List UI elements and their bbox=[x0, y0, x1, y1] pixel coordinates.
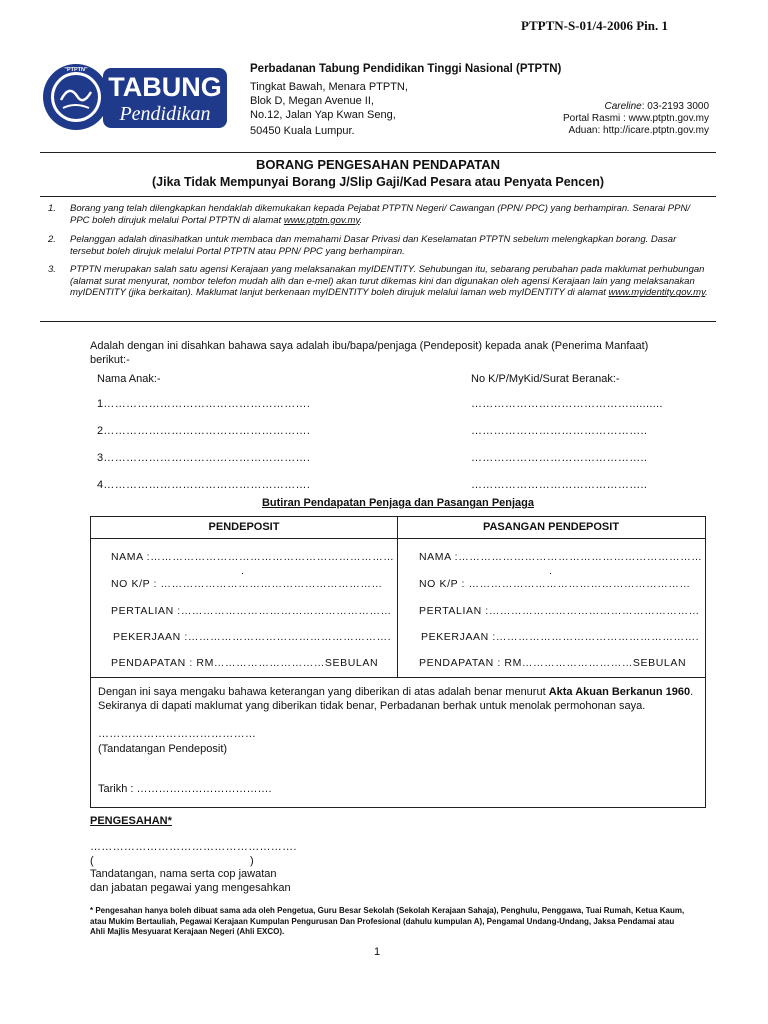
pengesahan-title: PENGESAHAN* bbox=[90, 815, 172, 827]
child-id-header: No K/P/MyKid/Surat Beranak:- bbox=[471, 373, 620, 385]
signature-line[interactable]: …………………………………… bbox=[98, 728, 257, 740]
careline-value: : 03-2193 3000 bbox=[641, 101, 709, 112]
child-row-3-name[interactable]: 3………………………………………………. bbox=[97, 452, 311, 464]
note-3 bbox=[70, 264, 710, 299]
pengesahan-sign-line[interactable]: ………………………………………………. bbox=[90, 841, 297, 853]
address-line-1: Tingkat Bawah, Menara PTPTN, bbox=[250, 81, 408, 93]
logo-word-tabung: TABUNG bbox=[108, 72, 222, 102]
note-number-2: 2. bbox=[48, 234, 56, 245]
child-row-2-name[interactable]: 2………………………………………………. bbox=[97, 425, 311, 437]
careline bbox=[604, 101, 709, 113]
pengesahan-bracket-close: ) bbox=[250, 855, 254, 867]
pengesahan-line-2: dan jabatan pegawai yang mengesahkan bbox=[90, 882, 291, 894]
col-header-pasangan: PASANGAN PENDEPOSIT bbox=[482, 521, 620, 533]
pendeposit-pendapatan[interactable]: PENDAPATAN : RM…………………………SEBULAN bbox=[111, 657, 379, 669]
ptptn-logo bbox=[41, 62, 229, 132]
date-field[interactable]: Tarikh : ………………………………. bbox=[98, 783, 272, 795]
act-name: Akta Akuan Berkanun 1960 bbox=[548, 686, 691, 698]
child-row-3-id[interactable]: ……………………………………….. bbox=[471, 452, 648, 464]
pendeposit-nama[interactable]: NAMA :………………………………………………………… bbox=[111, 551, 395, 563]
address-line-2: Blok D, Megan Avenue II, bbox=[250, 95, 374, 107]
child-row-4-id[interactable]: ……………………………………….. bbox=[471, 479, 648, 491]
form-title: BORANG PENGESAHAN PENDAPATAN bbox=[255, 157, 501, 172]
pasangan-pekerjaan[interactable]: PEKERJAAN :………………………………………………. bbox=[421, 631, 700, 643]
pendeposit-no-kp[interactable]: NO K/P : …………………………………………………… bbox=[111, 578, 383, 590]
note-1-link[interactable]: www.ptptn.gov.my bbox=[283, 214, 360, 226]
col-header-pendeposit: PENDEPOSIT bbox=[208, 521, 280, 533]
note-number-1: 1. bbox=[48, 203, 56, 214]
page-number: 1 bbox=[374, 946, 381, 958]
note-1-text: Borang yang telah dilengkapkan hendaklah dikemukakan kepada Pejabat PTPTN Negeri/ Cawangan (PPN/ PPC) yang berhampiran. Senarai PPN/ PPC boleh dirujuk melalui Portal PTPTN di alamat bbox=[70, 203, 690, 226]
child-row-1-id[interactable]: …………………………………….......... bbox=[471, 398, 663, 410]
pengesahan-line-1: Tandatangan, nama serta cop jawatan bbox=[90, 868, 277, 880]
note-3-text: PTPTN merupakan salah satu agensi Kerajaan yang melaksanakan myIDENTITY. Sehubungan itu, sebarang perubahan pada maklumat perhubungan (alamat surat menyurat, nombor telefon mudah alih dan e-mel) akan turut dikemas kini dan digunakan oleh agensi Kerajaan lain yang melaksanakan myIDENTITY (jika berkaitan). Maklumat lanjut berkenaan myIDENTITY boleh dirujuk melalui laman web myIDENTITY di alamat bbox=[70, 264, 705, 299]
statutory-statement: Dengan ini saya mengaku bahawa keterangan yang diberikan di atas adalah benar menurut Akta Akuan Berkanun 1960. Sekiranya di dapati maklumat yang diberikan tidak benar, Perbadanan berhak untuk menolak permohonan saya. bbox=[98, 686, 694, 712]
note-3-link[interactable]: www.myidentity.gov.my bbox=[608, 287, 706, 299]
form-subtitle: (Jika Tidak Mempunyai Borang J/Slip Gaji/Kad Pesara atau Penyata Pencen) bbox=[151, 175, 604, 189]
address-line-3: No.12, Jalan Yap Kwan Seng, bbox=[250, 109, 396, 121]
table-header-rule bbox=[91, 538, 705, 539]
pasangan-dot-mark: . bbox=[549, 565, 553, 577]
notes-rule bbox=[40, 321, 716, 322]
footnote: * Pengesahan hanya boleh dibuat sama ada oleh Pengetua, Guru Besar Sekolah (Sekolah Kerajaan Sahaja), Penghulu, Penggawa, Tuai Rumah, Ketua Kaum, atau Mukim Bertauliah, Pegawai Kerajaan Kumpulan Pengurusan Dan Profesional (dahulu kumpulan A), Pengamal Undang-Undang, Jaksa Pendamai atau Ahli Majlis Mesyuarat Kerajaan Negeri (Ahli EXCO). bbox=[90, 906, 685, 936]
title-rule bbox=[40, 196, 716, 197]
child-row-4-name[interactable]: 4………………………………………………. bbox=[97, 479, 311, 491]
header-rule bbox=[40, 152, 716, 153]
pendeposit-dot-mark: . bbox=[241, 565, 245, 577]
pasangan-no-kp[interactable]: NO K/P : …………………………………………………… bbox=[419, 578, 691, 590]
signature-label: (Tandatangan Pendeposit) bbox=[98, 743, 228, 755]
logo-ring-text: "PTPTN" bbox=[64, 67, 88, 73]
table-mid-rule bbox=[91, 677, 705, 678]
careline-label: Careline bbox=[604, 101, 642, 112]
org-name: Perbadanan Tabung Pendidikan Tinggi Nasional (PTPTN) bbox=[250, 63, 562, 75]
note-1-end: . bbox=[359, 214, 363, 226]
declaration-intro: Adalah dengan ini disahkan bahawa saya adalah ibu/bapa/penjaga (Pendeposit) kepada anak (Penerima Manfaat) berikut:- bbox=[90, 340, 649, 366]
address-line-4: 50450 Kuala Lumpur. bbox=[250, 125, 355, 137]
note-2-text: Pelanggan adalah dinasihatkan untuk membaca dan memahami Dasar Privasi dan Keselamatan PTPTN sebelum melengkapkan borang. Dasar tersebut boleh dirujuk melalui Portal PTPTN atau PPN/ PPC yang berhampiran. bbox=[70, 234, 677, 257]
logo-word-pendidikan: Pendidikan bbox=[119, 103, 211, 125]
pengesahan-bracket-open: ( bbox=[90, 855, 94, 867]
table-column-divider bbox=[397, 517, 398, 678]
income-table bbox=[90, 516, 706, 808]
aduan-url: Aduan: http://icare.ptptn.gov.my bbox=[568, 125, 709, 136]
portal-url: Portal Rasmi : www.ptptn.gov.my bbox=[563, 113, 709, 124]
pendeposit-pekerjaan[interactable]: PEKERJAAN :………………………………………………. bbox=[113, 631, 392, 643]
pasangan-pertalian[interactable]: PERTALIAN :………………………………………………… bbox=[419, 605, 700, 617]
pasangan-nama[interactable]: NAMA :………………………………………………………… bbox=[419, 551, 703, 563]
note-3-end: . bbox=[705, 287, 708, 299]
pasangan-pendapatan[interactable]: PENDAPATAN : RM…………………………SEBULAN bbox=[419, 657, 687, 669]
note-number-3: 3. bbox=[48, 264, 56, 275]
logo-graphic bbox=[41, 62, 229, 132]
pendeposit-pertalian[interactable]: PERTALIAN :………………………………………………… bbox=[111, 605, 392, 617]
document-code: PTPTN-S-01/4-2006 Pin. 1 bbox=[521, 18, 668, 33]
note-1 bbox=[70, 203, 710, 226]
child-row-2-id[interactable]: ……………………………………….. bbox=[471, 425, 648, 437]
note-2 bbox=[70, 234, 710, 257]
child-row-1-name[interactable]: 1………………………………………………. bbox=[97, 398, 311, 410]
income-section-title: Butiran Pendapatan Penjaga dan Pasangan Penjaga bbox=[261, 497, 535, 509]
child-name-header: Nama Anak:- bbox=[97, 373, 161, 385]
